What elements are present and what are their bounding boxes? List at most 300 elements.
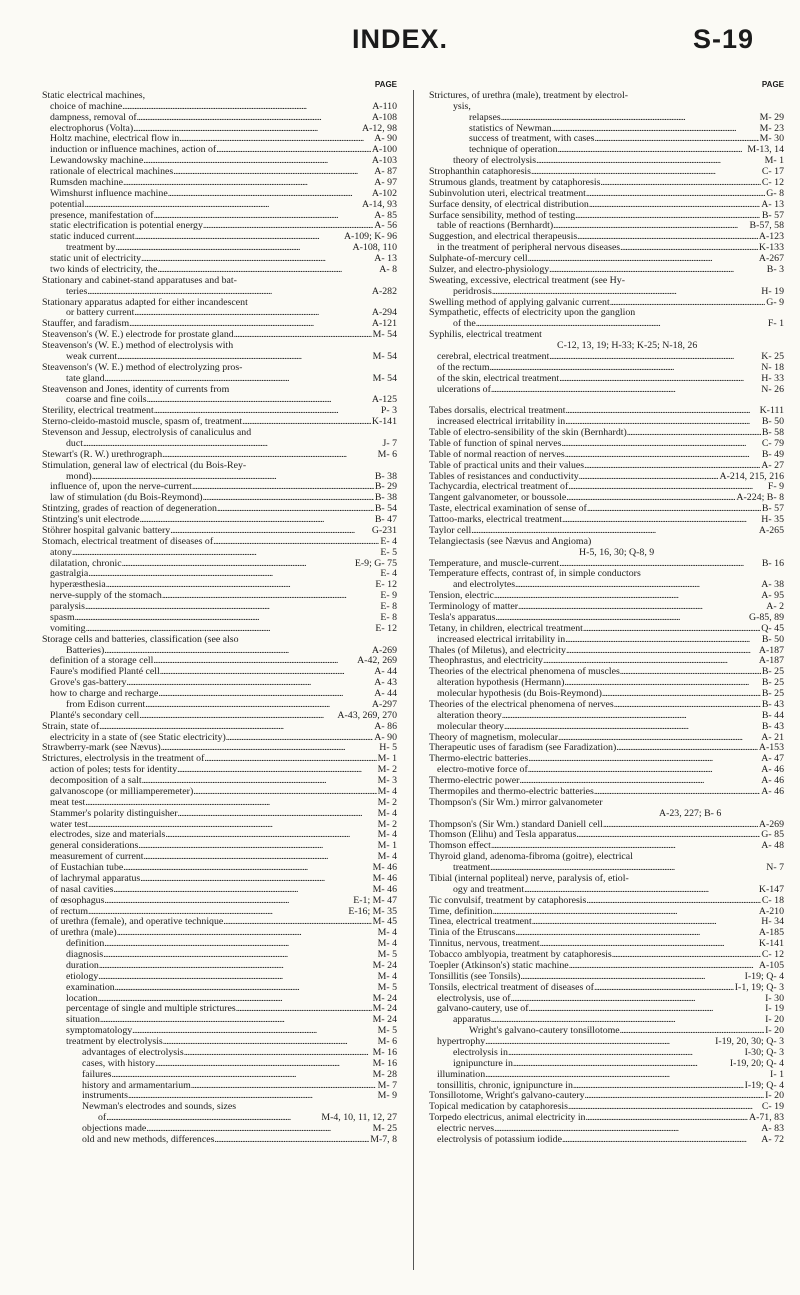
dot-leader: [85, 798, 376, 809]
entry-reference: M- 45: [372, 917, 397, 928]
entry-term: Subinvolution uteri, electrical treatment: [429, 188, 586, 199]
entry-reference: B- 38: [374, 493, 397, 504]
dot-leader: [217, 504, 374, 515]
index-entry: [42, 1070, 397, 1081]
entry-reference: M- 2: [377, 765, 397, 776]
entry-term: Tangent galvanometer, or boussole: [429, 493, 567, 504]
index-entry: [42, 852, 397, 863]
index-entry: Telangiectasis (see Nævus and Angioma): [429, 536, 592, 547]
column-divider: [413, 90, 414, 1270]
entry-reference: B- 25: [761, 667, 784, 678]
entry-reference: A-108: [371, 112, 397, 123]
index-entry: [429, 591, 784, 602]
dot-leader: [123, 178, 373, 189]
index-entry: [429, 211, 784, 222]
entry-reference: M- 46: [372, 873, 397, 884]
entry-reference: E- 8: [380, 612, 397, 623]
index-entry: [42, 134, 397, 145]
entry-term: definition: [66, 939, 105, 950]
entry-reference: A-185: [758, 928, 784, 939]
dot-leader: [122, 559, 354, 570]
index-entry: [429, 504, 784, 515]
dot-leader: [113, 885, 371, 896]
entry-reference: H- 34: [761, 917, 784, 928]
entry-term: advantages of electrolysis: [82, 1047, 184, 1058]
index-entry: [42, 754, 397, 765]
entry-term: Strumous glands, treatment by cataphoresis: [429, 177, 601, 188]
dot-leader: [566, 493, 735, 504]
entry-reference: B- 57: [761, 210, 784, 221]
entry-term: treatment by electrolysis: [66, 1037, 163, 1047]
entry-term: of œsophagus: [50, 895, 105, 906]
dot-leader: [104, 646, 371, 657]
dot-leader: [84, 200, 361, 211]
index-entry: Sweating, excessive, electrical treatment (see Hy-: [429, 275, 625, 286]
entry-term: coarse and fine coils: [66, 395, 147, 406]
entry-reference: A-187: [758, 656, 784, 667]
entry-term: Tic convulsif, treatment by cataphoresis: [429, 895, 587, 906]
entry-reference: M- 1: [764, 156, 784, 167]
dot-leader: [524, 885, 758, 896]
index-entry: [42, 624, 397, 635]
entry-term: Therapeutic uses of faradism (see Faradization): [429, 743, 617, 754]
dot-leader: [565, 417, 761, 428]
entry-term: galvanoscope (or milliamperemeter): [50, 786, 194, 797]
entry-term: Sulzer, and electro-physiology: [429, 264, 550, 275]
entry-term: Stewart's (R. W.) urethrograph: [42, 449, 163, 460]
dot-leader: [179, 134, 373, 145]
index-entry: [429, 580, 784, 591]
entry-reference: M- 2: [377, 797, 397, 808]
index-entry: [42, 950, 397, 961]
index-entry: [42, 733, 397, 744]
index-entry: Stationary apparatus adapted for either incandescent: [42, 297, 248, 308]
entry-term: Strictures, electrolysis in the treatment of: [42, 754, 205, 765]
dot-leader: [86, 624, 375, 635]
index-entry: [42, 200, 397, 211]
entry-term: hyperæsthesia: [50, 580, 106, 591]
entry-reference: B- 43: [761, 721, 784, 732]
entry-term: electric nerves: [437, 1124, 495, 1134]
entry-term: Stintzing, grades of reaction of degeneration: [42, 504, 217, 515]
dot-leader: [549, 352, 760, 363]
index-entry: [42, 830, 397, 841]
dot-leader: [520, 972, 743, 983]
entry-reference: C- 17: [761, 167, 784, 177]
entry-term: Strain, state of: [42, 721, 100, 732]
dot-leader: [568, 482, 767, 493]
index-entry: [42, 167, 397, 178]
dot-leader: [88, 569, 379, 580]
index-entry: [42, 439, 397, 450]
index-entry: [42, 374, 397, 385]
dot-leader: [88, 907, 347, 918]
dot-leader: [584, 461, 760, 472]
entry-reference: B- 29: [374, 482, 397, 493]
entry-reference: A-123: [758, 232, 784, 243]
entry-reference: B- 50: [761, 634, 784, 645]
entry-reference: E- 4: [380, 569, 397, 580]
entry-term: of the: [453, 319, 476, 330]
dot-leader: [112, 1070, 372, 1081]
entry-reference: A- 97: [374, 177, 397, 188]
entry-term: definition of a storage cell: [50, 656, 154, 667]
index-entry: [429, 417, 784, 428]
index-entry: [429, 374, 784, 385]
index-entry: [42, 1004, 397, 1015]
dot-leader: [549, 265, 766, 276]
entry-term: Theophrastus, and electricity: [429, 656, 543, 667]
index-entry: [429, 1026, 784, 1037]
entry-reference: M- 16: [372, 1058, 397, 1069]
entry-term: Thales (of Miletus), and electricity: [429, 645, 566, 656]
entry-reference: C- 18: [761, 895, 784, 906]
index-entry: [42, 1059, 397, 1070]
index-entry: Stevenson and Jessup, electrolysis of canaliculus and: [42, 428, 252, 438]
entry-reference: A- 46: [761, 765, 784, 776]
entry-term: electrophorus (Volta): [50, 123, 134, 134]
entry-term: of the skin, electrical treatment: [437, 373, 560, 384]
entry-term: action of poles; tests for identity: [50, 765, 178, 776]
entry-term: Stauffer, and faradism: [42, 319, 130, 330]
entry-term: spasm: [50, 612, 75, 623]
index-entry: [42, 559, 397, 570]
entry-reference: B- 38: [374, 471, 397, 482]
index-entry: [42, 689, 397, 700]
index-entry: [42, 243, 397, 254]
dot-leader: [160, 667, 374, 678]
index-entry: [42, 319, 397, 330]
entry-reference: M- 4: [377, 786, 397, 797]
dot-leader: [139, 515, 373, 526]
index-entry: Storage cells and batteries, classification (see also: [42, 634, 239, 645]
index-entry: [42, 232, 397, 243]
entry-reference: A-269: [371, 645, 397, 656]
index-entry: [429, 613, 784, 624]
entry-reference: B- 3: [766, 264, 784, 275]
index-entry: C-12, 13, 19; H-33; K-25; N-18, 26: [557, 341, 698, 351]
entry-reference: E- 8: [380, 602, 397, 612]
index-entry: [42, 417, 397, 428]
dot-leader: [576, 830, 760, 841]
entry-term: location: [66, 993, 98, 1004]
entry-term: alteration hypothesis (Hermann): [437, 678, 565, 689]
index-entry: Thompson's (Sir Wm.) mirror galvanometer: [429, 797, 603, 808]
index-entry: [42, 765, 397, 776]
dot-leader: [165, 830, 376, 841]
entry-reference: B- 54: [374, 504, 397, 515]
entry-reference: M- 5: [377, 982, 397, 993]
entry-reference: I-19; Q- 4: [744, 971, 784, 982]
entry-term: Sterno-cleido-mastoid muscle, spasm of, treatment: [42, 417, 243, 428]
dot-leader: [163, 1037, 377, 1048]
dot-leader: [191, 1081, 377, 1092]
entry-term: Taste, electrical examination of sense of: [429, 504, 587, 515]
entry-reference: A-43, 269, 270: [337, 710, 397, 721]
entry-term: objections made: [82, 1124, 147, 1134]
index-entry: [429, 787, 784, 798]
entry-term: Steavenson's (W. E.) electrode for prostate gland: [42, 330, 234, 341]
entry-term: illumination: [437, 1069, 486, 1080]
index-entry: [429, 439, 784, 450]
index-entry: Steavenson's (W. E.) method of electrolyzing pros-: [42, 362, 243, 373]
dot-leader: [141, 254, 373, 265]
dot-leader: [586, 189, 765, 200]
dot-leader: [528, 254, 758, 265]
entry-reference: A- 38: [761, 580, 784, 591]
entry-term: of urethra (female), and operative technique: [50, 917, 224, 928]
entry-term: how to charge and recharge: [50, 689, 159, 699]
dot-leader: [528, 765, 761, 776]
entry-reference: A- 13: [761, 199, 784, 210]
entry-reference: P- 3: [380, 406, 397, 417]
index-entry: [42, 569, 397, 580]
dot-leader: [85, 602, 379, 613]
index-entry: [42, 580, 397, 591]
index-entry: Syphilis, electrical treatment: [429, 330, 542, 341]
entry-reference: E- 12: [375, 623, 397, 634]
index-entry: [429, 907, 784, 918]
index-entry: [429, 482, 784, 493]
entry-term: ignipuncture in: [453, 1058, 513, 1069]
index-entry: [42, 1048, 397, 1059]
dot-leader: [132, 1026, 376, 1037]
index-entry: Stimulation, general law of electrical (du Bois-Rey-: [42, 460, 247, 471]
entry-term: meat test: [50, 797, 86, 808]
entry-reference: H- 33: [761, 373, 784, 384]
entry-reference: A-108, 110: [352, 243, 397, 254]
entry-term: technique of operation: [469, 145, 558, 156]
entry-term: Tattoo-marks, electrical treatment: [429, 515, 562, 525]
entry-reference: E-16; M- 35: [348, 906, 397, 917]
entry-term: of rectum: [50, 906, 88, 917]
entry-reference: A- 8: [379, 264, 397, 275]
dot-leader: [489, 363, 760, 374]
entry-term: percentage of single and multiple strictures: [66, 1004, 236, 1015]
entry-term: failures: [82, 1069, 112, 1080]
dot-leader: [226, 733, 374, 744]
index-entry: [429, 917, 784, 928]
index-entry: Tibial (internal popliteal) nerve, paralysis of, etiol-: [429, 873, 629, 884]
entry-reference: G- 8: [766, 188, 784, 199]
entry-reference: B- 58: [761, 428, 784, 438]
dot-leader: [139, 711, 336, 722]
entry-term: Thermo-electric batteries: [429, 754, 529, 765]
entry-term: Taylor cell: [429, 525, 472, 536]
page-column-label: PAGE: [761, 80, 784, 89]
entry-reference: A-294: [371, 308, 397, 319]
index-entry: [42, 787, 397, 798]
entry-term: Time, definition: [429, 906, 493, 917]
entry-term: induction or influence machines, action of: [50, 145, 217, 156]
dot-leader: [223, 917, 371, 928]
entry-reference: A-125: [371, 395, 397, 406]
entry-term: from Edison current: [66, 699, 146, 710]
entry-term: Surface density, of electrical distribution: [429, 199, 589, 210]
entry-reference: B- 57: [761, 504, 784, 515]
dot-leader: [610, 298, 766, 309]
dot-leader: [184, 1048, 372, 1059]
entry-reference: A-110: [372, 101, 397, 112]
dot-leader: [145, 700, 371, 711]
index-entry: [42, 602, 397, 613]
dot-leader: [104, 939, 376, 950]
index-entry: [42, 896, 397, 907]
entry-term: Tinnitus, nervous, treatment: [429, 939, 540, 950]
right-column: [429, 80, 784, 1146]
entry-reference: Q- 45: [761, 623, 784, 634]
index-entry: [429, 145, 784, 156]
index-entry: [42, 493, 397, 504]
entry-term: Tetany, in children, electrical treatment: [429, 623, 583, 634]
entry-reference: G- 85: [761, 830, 784, 841]
entry-reference: F- 9: [767, 482, 784, 493]
entry-term: Tables of resistances and conductivity: [429, 471, 579, 482]
index-entry: [429, 113, 784, 124]
dot-leader: [594, 134, 758, 145]
dot-leader: [177, 765, 376, 776]
dot-leader: [88, 820, 377, 831]
dot-leader: [115, 243, 351, 254]
entry-reference: A- 83: [761, 1124, 784, 1134]
index-entry: [429, 863, 784, 874]
dot-leader: [485, 1070, 769, 1081]
entry-term: of nasal cavities: [50, 884, 114, 895]
dot-leader: [103, 950, 376, 961]
dot-leader: [579, 472, 719, 483]
index-entry: [429, 1091, 784, 1102]
entry-reference: I- 30: [765, 993, 784, 1004]
entry-term: old and new methods, differences: [82, 1134, 215, 1145]
entry-term: rationale of electrical machines: [50, 167, 174, 177]
dot-leader: [168, 189, 371, 200]
entry-term: Table of practical units and their values: [429, 460, 585, 471]
entry-reference: A- 48: [761, 841, 784, 852]
dot-leader: [513, 1059, 729, 1070]
entry-term: dilatation, chronic: [50, 558, 122, 569]
dot-leader: [123, 863, 371, 874]
entry-reference: M- 54: [372, 351, 397, 362]
index-entry: ysis,: [453, 101, 471, 112]
entry-term: duct: [66, 438, 83, 449]
dot-leader: [162, 591, 380, 602]
dot-leader: [178, 809, 377, 820]
left-column: [42, 80, 397, 1146]
index-entry: [42, 1081, 397, 1092]
index-entry: [42, 656, 397, 667]
entry-term: theory of electrolysis: [453, 156, 537, 167]
index-entry: [42, 863, 397, 874]
index-entry: [42, 917, 397, 928]
index-entry: [429, 200, 784, 211]
dot-leader: [476, 319, 767, 330]
entry-reference: M- 5: [377, 950, 397, 960]
dot-leader: [493, 907, 758, 918]
index-entry: [42, 928, 397, 939]
index-entry: [429, 820, 784, 831]
dot-leader: [562, 1135, 760, 1146]
entry-term: of Eustachian tube: [50, 863, 124, 873]
entry-reference: E-9; G- 75: [354, 558, 397, 569]
entry-term: Stintzing's unit electrode: [42, 515, 140, 525]
index-entry: [429, 493, 784, 504]
index-entry: [42, 939, 397, 950]
entry-term: Holtz machine, electrical flow in: [50, 134, 180, 145]
index-entry: [429, 385, 784, 396]
entry-reference: M- 24: [372, 1004, 397, 1015]
entry-reference: A- 56: [374, 221, 397, 232]
entry-reference: A- 87: [374, 167, 397, 177]
entry-term: duration: [66, 960, 99, 971]
dot-leader: [562, 515, 760, 526]
entry-term: potential: [50, 199, 85, 210]
entry-term: molecular hypothesis (du Bois-Reymond): [437, 689, 602, 699]
dot-leader: [170, 526, 371, 537]
index-entry: [42, 515, 397, 526]
index-entry: [42, 722, 397, 733]
index-entry: [429, 841, 784, 852]
dot-leader: [135, 232, 343, 243]
index-entry: [42, 874, 397, 885]
entry-reference: B- 44: [761, 710, 784, 721]
dot-leader: [518, 602, 765, 613]
dot-leader: [143, 156, 371, 167]
index-entry: [429, 885, 784, 896]
entry-reference: H- 5: [379, 743, 397, 754]
dot-leader: [158, 689, 373, 700]
index-entry: [42, 450, 397, 461]
index-entry: [42, 145, 397, 156]
entry-term: Tinia of the Etruscans: [429, 928, 516, 939]
entry-reference: A-269: [758, 819, 784, 830]
dot-leader: [137, 113, 371, 124]
entry-term: Torpedo electricus, animal electricity in: [429, 1113, 586, 1124]
entry-term: Table of function of spinal nerves: [429, 438, 562, 449]
dot-leader: [122, 102, 371, 113]
dot-leader: [154, 211, 374, 222]
dot-leader: [603, 820, 758, 831]
index-entry: [429, 1070, 784, 1081]
index-entry: [429, 961, 784, 972]
dot-leader: [504, 722, 761, 733]
dot-leader: [614, 700, 761, 711]
dot-leader: [98, 972, 376, 983]
entry-reference: I- 20: [765, 1015, 784, 1026]
entry-reference: E- 9: [380, 591, 397, 602]
index-entry: [429, 1113, 784, 1124]
entry-term: of urethra (male): [50, 928, 117, 939]
dot-leader: [627, 428, 761, 439]
index-entry: [429, 733, 784, 744]
entry-reference: G- 9: [766, 297, 784, 308]
index-entry: [42, 885, 397, 896]
entry-term: cases, with history: [82, 1058, 155, 1069]
index-entry: [429, 1124, 784, 1135]
index-entry: [429, 526, 784, 537]
dot-leader: [138, 841, 376, 852]
entry-term: electrodes, size and materials: [50, 830, 166, 841]
dot-leader: [491, 841, 760, 852]
entry-term: treatment by: [66, 243, 116, 254]
index-entry: [429, 395, 784, 406]
index-entry: [429, 156, 784, 167]
index-entry: [42, 102, 397, 113]
dot-leader: [140, 874, 371, 885]
index-entry: [429, 1015, 784, 1026]
dot-leader: [515, 580, 760, 591]
dot-leader: [213, 537, 379, 548]
entry-term: Thomson (Elihu) and Tesla apparatus: [429, 830, 577, 841]
